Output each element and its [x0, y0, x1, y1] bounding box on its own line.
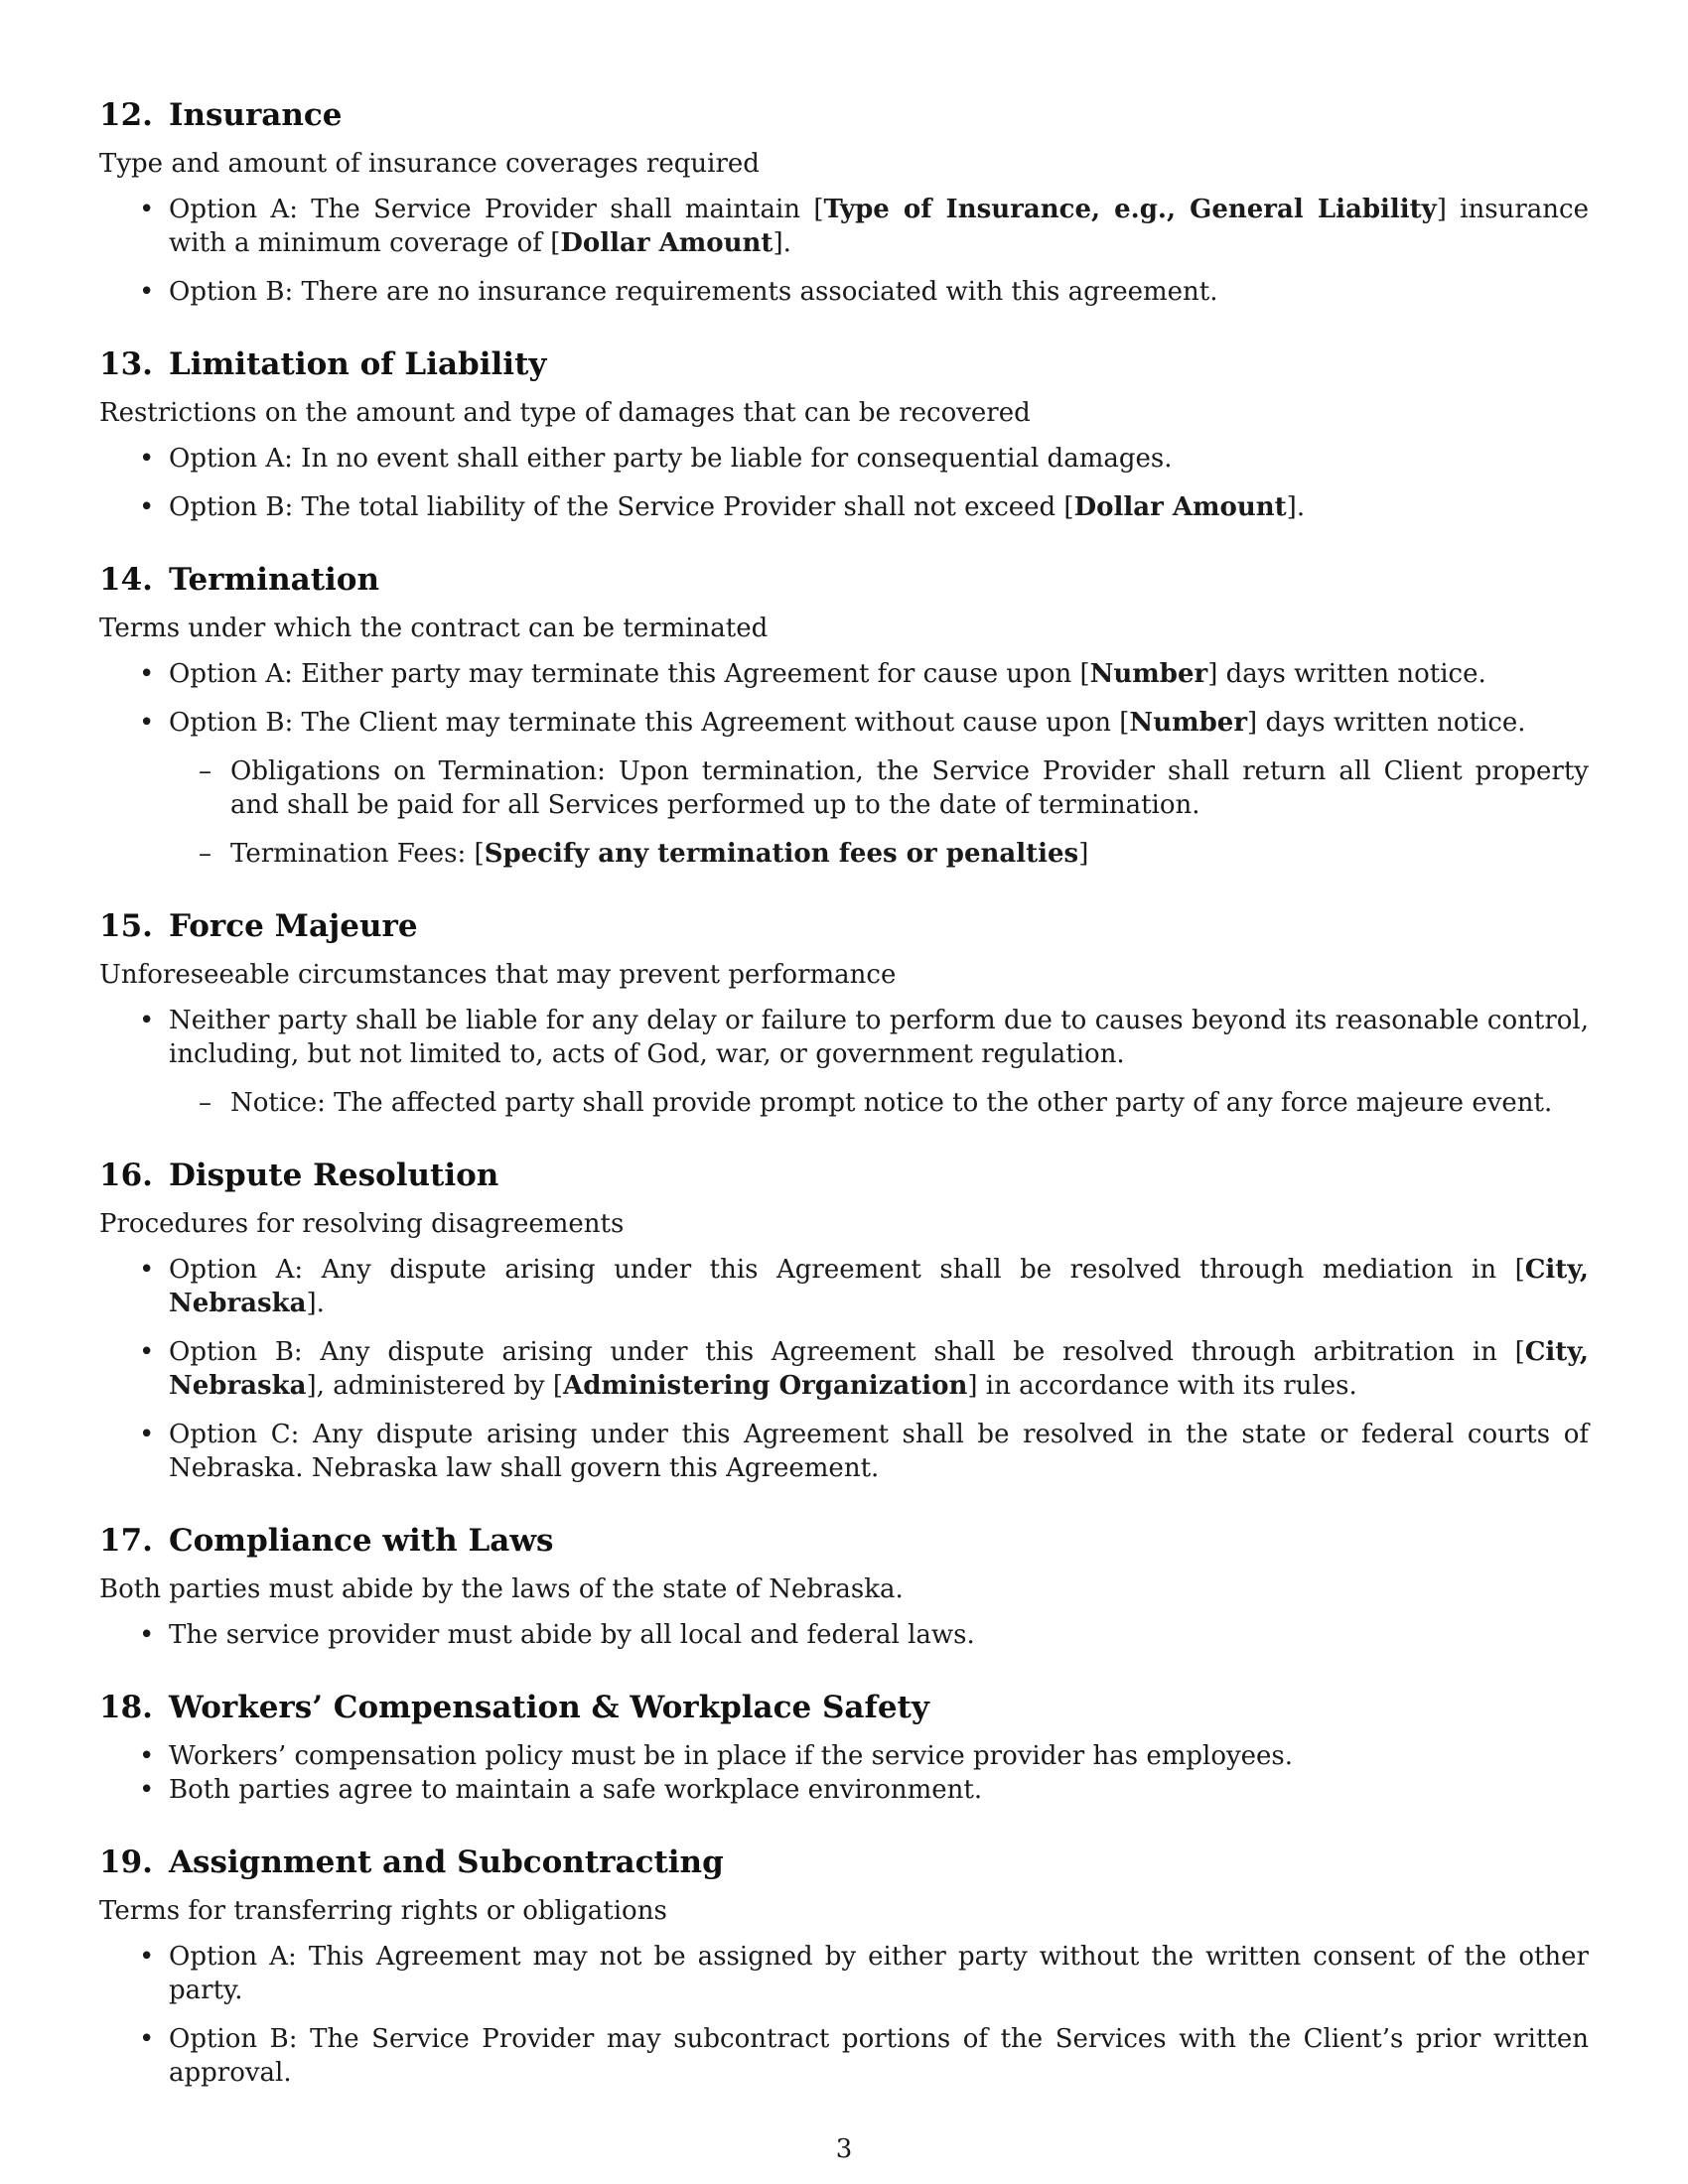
section-title: Termination [168, 562, 380, 598]
option-list [99, 1253, 1589, 1485]
section-number: 13. [99, 346, 153, 382]
section-heading [99, 95, 1589, 135]
section-title: Assignment and Subcontracting [168, 1844, 724, 1880]
section-description: Terms under which the contract can be terminated [99, 614, 769, 643]
section-title: Insurance [168, 97, 343, 133]
section-heading [99, 1156, 1589, 1195]
section-description: Restrictions on the amount and type of damages that can be recovered [99, 398, 1031, 428]
list-item-option-b: • Option B: The Client may terminate this Agreement without cause upon [Number] days written notice. – Obligations on Termination: Upon termination, the Service Provider shall return all Client property and shall be paid for all Services performed up to the date of termination. – Termination Fees: [Specify any termination fees or penalties] [99, 706, 1589, 871]
list-item-option-b: • Option B: Any dispute arising under this Agreement shall be resolved through arbitration in [City, Nebraska], administered by [Administering Organization] in accordance with its rules. [99, 1335, 1589, 1403]
section-dispute-resolution [99, 1156, 1589, 1485]
section-description: Type and amount of insurance coverages required [99, 149, 760, 179]
section-number: 17. [99, 1523, 153, 1559]
section-description: Terms for transferring rights or obligations [99, 1896, 667, 1926]
list-item-option-a: • Option A: Any dispute arising under this Agreement shall be resolved through mediation in [City, Nebraska]. [99, 1253, 1589, 1320]
section-force-majeure [99, 906, 1589, 1120]
list-item-option-c: • Option C: Any dispute arising under this Agreement shall be resolved in the state or federal courts of Nebraska. Nebraska law shall govern this Agreement. [99, 1418, 1589, 1485]
page-number: 3 [835, 2134, 853, 2164]
section-assignment-subcontracting [99, 1843, 1589, 2090]
list-item-option-a: • Option A: Either party may terminate this Agreement for cause upon [Number] days written notice. [99, 657, 1589, 691]
section-heading [99, 1521, 1589, 1561]
section-number: 15. [99, 908, 153, 944]
section-number: 16. [99, 1158, 153, 1193]
option-list [99, 1739, 1589, 1807]
list-item: • Workers’ compensation policy must be in place if the service provider has employees. [99, 1739, 1589, 1773]
option-list [99, 657, 1589, 871]
list-item-option-b: • Option B: The Service Provider may subcontract portions of the Services with the Client’s prior written approval. [99, 2022, 1589, 2090]
list-item-option-a: • Option A: This Agreement may not be assigned by either party without the written consent of the other party. [99, 1940, 1589, 2007]
list-item-option-b: • Option B: The total liability of the Service Provider shall not exceed [Dollar Amount]. [99, 490, 1589, 524]
section-title: Limitation of Liability [168, 346, 547, 382]
section-workers-compensation [99, 1688, 1589, 1807]
option-list [99, 1940, 1589, 2090]
list-item: • Neither party shall be liable for any delay or failure to perform due to causes beyond its reasonable control, including, but not limited to, acts of God, war, or government regulation. – Notice: The affected party shall provide prompt notice to the other party of any force majeure event. [99, 1004, 1589, 1120]
section-title: Workers’ Compensation & Workplace Safety [168, 1690, 929, 1725]
sub-item-obligations: – Obligations on Termination: Upon termination, the Service Provider shall return all Client property and shall be paid for all Services performed up to the date of termination. [169, 754, 1589, 822]
list-item: • The service provider must abide by all local and federal laws. [99, 1618, 1589, 1652]
section-heading [99, 560, 1589, 600]
option-list [99, 1618, 1589, 1652]
section-title: Compliance with Laws [168, 1523, 554, 1559]
section-title: Dispute Resolution [168, 1158, 499, 1193]
section-number: 14. [99, 562, 153, 598]
section-limitation-of-liability [99, 344, 1589, 524]
section-heading [99, 1843, 1589, 1882]
option-list [99, 442, 1589, 524]
section-title: Force Majeure [168, 908, 418, 944]
section-compliance-with-laws [99, 1521, 1589, 1652]
option-list [99, 1004, 1589, 1120]
option-list [99, 193, 1589, 309]
list-item-option-b: • Option B: There are no insurance requirements associated with this agreement. [99, 275, 1589, 309]
section-heading [99, 1688, 1589, 1727]
sub-item-termination-fees: – Termination Fees: [Specify any termination fees or penalties] [169, 837, 1589, 871]
section-description: Unforeseeable circumstances that may prevent performance [99, 960, 897, 990]
sub-list [169, 1086, 1589, 1120]
section-insurance [99, 95, 1589, 309]
section-heading [99, 906, 1589, 946]
list-item-option-a: • Option A: The Service Provider shall maintain [Type of Insurance, e.g., General Liability] insurance with a minimum coverage of [Dollar Amount]. [99, 193, 1589, 260]
sub-list [169, 754, 1589, 871]
sub-item-notice: – Notice: The affected party shall provide prompt notice to the other party of any force majeure event. [169, 1086, 1589, 1120]
section-description: Both parties must abide by the laws of the state of Nebraska. [99, 1574, 904, 1604]
section-termination [99, 560, 1589, 871]
list-item-option-a: • Option A: In no event shall either party be liable for consequential damages. [99, 442, 1589, 476]
document-page [99, 95, 1589, 2125]
section-number: 18. [99, 1690, 153, 1725]
section-heading [99, 344, 1589, 384]
section-number: 19. [99, 1844, 153, 1880]
list-item: • Both parties agree to maintain a safe workplace environment. [99, 1773, 1589, 1807]
section-description: Procedures for resolving disagreements [99, 1209, 625, 1239]
section-number: 12. [99, 97, 153, 133]
